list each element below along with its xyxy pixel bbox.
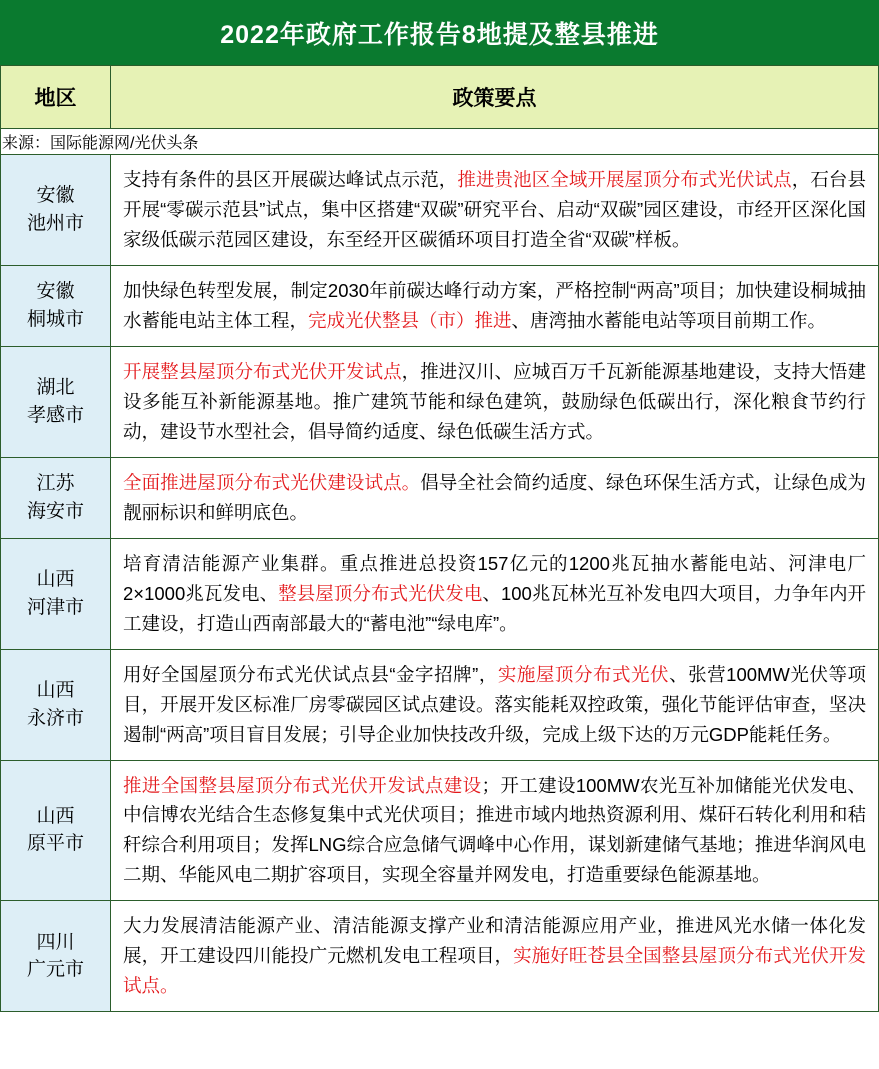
region-cell [1, 649, 111, 760]
policy-highlight-text: 推进全国整县屋顶分布式光伏开发试点建设 [123, 774, 482, 796]
policy-cell [111, 649, 879, 760]
table-header-row [1, 66, 879, 129]
policy-text: 大力发展清洁能源产业、清洁能源支撑产业和清洁能源应用产业，推进风光水储一体化发展，开工建设四川能投广元燃机发电工程项目， [123, 915, 866, 967]
policy-highlight-text: 推进贵池区全域开展屋顶分布式光伏试点 [457, 169, 792, 190]
region-city: 河津市 [26, 596, 84, 618]
region-cell [1, 538, 111, 649]
table-row [1, 155, 879, 266]
table-row [1, 265, 879, 346]
table-row [1, 346, 879, 457]
region-province: 山西 [36, 805, 75, 827]
policy-cell [111, 346, 879, 457]
policy-highlight-text: 开展整县屋顶分布式光伏开发试点 [123, 360, 402, 382]
region-city: 孝感市 [26, 404, 84, 426]
region-city: 原平市 [26, 833, 84, 855]
policy-highlight-text: 实施屋顶分布式光伏 [497, 663, 670, 685]
region-province: 山西 [36, 680, 75, 701]
policy-table [0, 65, 879, 1012]
policy-cell [111, 901, 879, 1012]
table-row [1, 457, 879, 538]
policy-text: 、100兆瓦林光互补发电四大项目，力争年内开工建设，打造山西南部最大的“蓄电池”“绿电库”。 [123, 582, 867, 634]
policy-highlight-text: 整县屋顶分布式光伏发电 [278, 582, 483, 604]
policy-cell [111, 538, 879, 649]
policy-cell [111, 155, 879, 266]
policy-cell [111, 265, 879, 346]
policy-highlight-text: 全面推进屋顶分布式光伏建设试点。 [123, 471, 421, 493]
region-cell [1, 760, 111, 901]
region-city: 池州市 [26, 212, 84, 234]
table-row [1, 901, 879, 1012]
column-header-policy: 政策要点 [111, 66, 879, 129]
policy-text: 加快绿色转型发展，制定2030年前碳达峰行动方案，严格控制“两高”项目；加快建设桐城抽水蓄能电站主体工程， [123, 279, 866, 331]
region-cell [1, 346, 111, 457]
region-cell [1, 901, 111, 1012]
region-city: 海安市 [26, 500, 84, 522]
region-city: 桐城市 [26, 308, 84, 330]
region-cell [1, 155, 111, 266]
table-row [1, 649, 879, 760]
policy-text: 支持有条件的县区开展碳达峰试点示范， [123, 169, 458, 190]
policy-text: ；开工建设100MW农光互补加储能光伏发电、中信博农光结合生态修复集中式光伏项目；推进市域内地热资源利用、煤矸石转化利用和秸秆综合利用项目；发挥LNG综合应急储气调峰中心作用，谋划新建储气基地；推进华润风电二期、华能风电二期扩容项目，实现全容量并网发电，打造重要绿色能源基地。 [123, 774, 866, 886]
policy-cell [111, 760, 879, 901]
table-row [1, 760, 879, 901]
column-header-region: 地区 [1, 66, 111, 129]
policy-text: 、张营100MW光伏等项目，开展开发区标准厂房零碳园区试点建设。落实能耗双控政策，强化节能评估审查，坚决遏制“两高”项目盲目发展；引导企业加快技改升级，完成上级下达的万元GDP能耗任务。 [123, 663, 866, 745]
policy-text: 用好全国屋顶分布式光伏试点县“金字招牌”， [123, 663, 498, 685]
table-row [1, 538, 879, 649]
policy-cell [111, 457, 879, 538]
source-label: 来源：国际能源网/光伏头条 [1, 129, 879, 155]
policy-text: 倡导全社会简约适度、绿色环保生活方式，让绿色成为靓丽标识和鲜明底色。 [123, 471, 866, 523]
region-province: 安徽 [36, 185, 75, 207]
region-province: 山西 [36, 569, 75, 591]
region-cell [1, 265, 111, 346]
policy-text: 、唐湾抽水蓄能电站等项目前期工作。 [511, 309, 827, 331]
policy-text: ，石台县开展“零碳示范县”试点，集中区搭建“双碳”研究平台、启动“双碳”园区建设，市经开区深化国家级低碳示范园区建设，东至经开区碳循环项目打造全省“双碳”样板。 [123, 169, 866, 250]
policy-text: 培育清洁能源产业集群。重点推进总投资157亿元的1200兆瓦抽水蓄能电站、河津电厂2×1000兆瓦发电、 [123, 552, 866, 604]
policy-text: ，推进汉川、应城百万千瓦新能源基地建设，支持大悟建设多能互补新能源基地。推广建筑节能和绿色建筑，鼓励绿色低碳出行，深化粮食节约行动，建设节水型社会，倡导简约适度、绿色低碳生活方式。 [123, 360, 866, 442]
region-city: 广元市 [26, 959, 84, 981]
region-province: 安徽 [36, 281, 75, 303]
table-body [1, 66, 879, 1012]
source-row [1, 129, 879, 155]
region-cell [1, 457, 111, 538]
region-city: 永济市 [26, 707, 84, 729]
region-province: 湖北 [36, 377, 75, 399]
region-province: 江苏 [36, 473, 75, 495]
page-title: 2022年政府工作报告8地提及整县推进 [0, 0, 879, 65]
policy-highlight-text: 完成光伏整县（市）推进 [308, 309, 512, 331]
region-province: 四川 [36, 931, 75, 953]
policy-highlight-text: 实施好旺苍县全国整县屋顶分布式光伏开发试点。 [123, 945, 866, 997]
